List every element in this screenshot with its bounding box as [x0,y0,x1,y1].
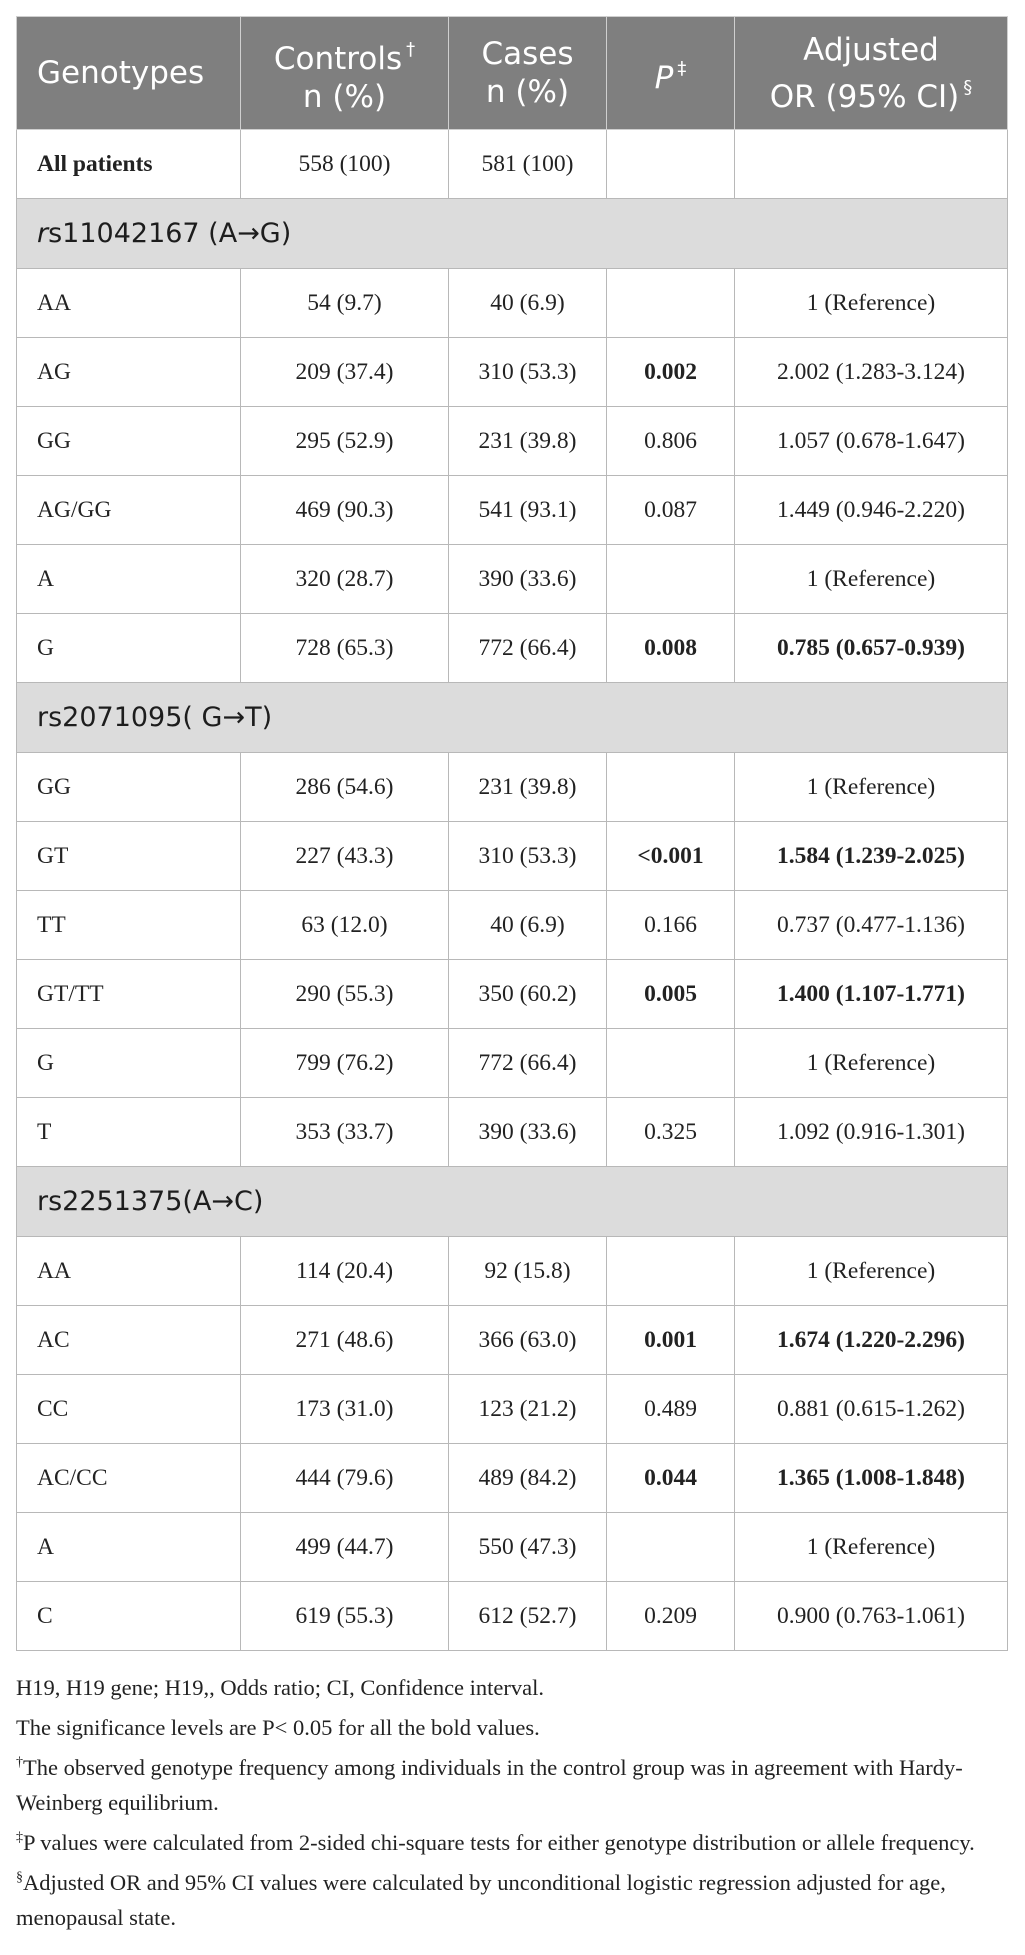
table-row [17,1513,1008,1582]
header-cases-title: Cases [481,36,574,72]
cell-controls: 320 (28.7) [241,545,449,614]
section-title-italic: r [37,218,49,249]
cell-odds-ratio: 1 (Reference) [735,753,1008,822]
cell-p-value: 0.806 [607,407,735,476]
cell-p-value [607,753,735,822]
cell-p-value [607,1513,735,1582]
cell-cases: 92 (15.8) [449,1237,607,1306]
cell-controls: 499 (44.7) [241,1513,449,1582]
cell-genotype: GG [17,407,241,476]
cell-odds-ratio: 1 (Reference) [735,545,1008,614]
cell-p-value: 0.489 [607,1375,735,1444]
section-title-text: rs2071095( G→T) [37,702,273,733]
table-row [17,1098,1008,1167]
cell-p-value: 0.008 [607,614,735,683]
footnote-text: Adjusted OR and 95% CI values were calculated by unconditional logistic regression adjusted for age, menopausal state. [16,1870,946,1930]
cell-genotype: TT [17,891,241,960]
cell-genotype: G [17,614,241,683]
header-row [17,17,1008,130]
section-header-row [17,1167,1008,1237]
p-footnote-marker: ‡ [677,57,687,79]
section-title-text: s11042167 (A→G) [48,218,292,249]
header-or-title: Adjusted [803,31,939,68]
cell-genotype: CC [17,1375,241,1444]
cell-odds-ratio: 1 (Reference) [735,269,1008,338]
cell-odds-ratio: 0.900 (0.763-1.061) [735,1582,1008,1651]
cell-genotype: AG [17,338,241,407]
cell-cases: 350 (60.2) [449,960,607,1029]
cell-p-value: 0.005 [607,960,735,1029]
header-cases [449,17,607,130]
cell-cases: 772 (66.4) [449,1029,607,1098]
cell-p-value: 0.166 [607,891,735,960]
cell-cases: 390 (33.6) [449,545,607,614]
cell-odds-ratio: 1 (Reference) [735,1513,1008,1582]
header-p [607,17,735,130]
table-row [17,338,1008,407]
header-controls [241,17,449,130]
table-row [17,753,1008,822]
cell-odds-ratio: 1 (Reference) [735,1237,1008,1306]
cell-genotype: G [17,1029,241,1098]
table-footnotes [16,1665,1007,1935]
cell-genotype: GT/TT [17,960,241,1029]
cell-controls: 54 (9.7) [241,269,449,338]
footnote [16,1705,1007,1745]
cell-controls: 353 (33.7) [241,1098,449,1167]
cell-odds-ratio: 0.737 (0.477-1.136) [735,891,1008,960]
cell-genotype: AG/GG [17,476,241,545]
cell-cases: 123 (21.2) [449,1375,607,1444]
footnote-text: P values were calculated from 2-sided chi-square tests for either genotype distribution or allele frequency. [23,1830,975,1855]
cell-controls: 286 (54.6) [241,753,449,822]
table-row [17,1237,1008,1306]
table-row [17,891,1008,960]
table-row [17,1444,1008,1513]
cell-odds-ratio: 1.365 (1.008-1.848) [735,1444,1008,1513]
cell-cases: 772 (66.4) [449,614,607,683]
footnote-marker: § [16,1870,23,1885]
all-patients-or [735,130,1008,199]
footnote-text: The observed genotype frequency among individuals in the control group was in agreement with Hardy-Weinberg equilibrium. [16,1755,963,1815]
cell-cases: 612 (52.7) [449,1582,607,1651]
cell-p-value [607,545,735,614]
table-row [17,1029,1008,1098]
cell-genotype: AC/CC [17,1444,241,1513]
genotype-table [16,16,1008,1651]
cell-controls: 290 (55.3) [241,960,449,1029]
cell-odds-ratio: 1 (Reference) [735,1029,1008,1098]
table-row [17,269,1008,338]
cell-cases: 310 (53.3) [449,338,607,407]
table-row [17,1306,1008,1375]
header-controls-unit: n (%) [302,78,387,115]
table-row [17,545,1008,614]
cell-p-value [607,1237,735,1306]
all-patients-cases: 581 (100) [449,130,607,199]
section-title-text: rs2251375(A→C) [37,1186,264,1217]
cell-genotype: A [17,1513,241,1582]
cell-controls: 271 (48.6) [241,1306,449,1375]
cell-genotype: T [17,1098,241,1167]
cell-odds-ratio: 0.785 (0.657-0.939) [735,614,1008,683]
cell-p-value: 0.002 [607,338,735,407]
cell-controls: 173 (31.0) [241,1375,449,1444]
cell-controls: 469 (90.3) [241,476,449,545]
header-controls-title: Controls [273,40,403,77]
cell-genotype: GG [17,753,241,822]
cell-controls: 63 (12.0) [241,891,449,960]
cell-genotype: A [17,545,241,614]
cell-cases: 310 (53.3) [449,822,607,891]
header-p-title: P [654,59,674,96]
cell-p-value: 0.325 [607,1098,735,1167]
table-row [17,960,1008,1029]
cell-genotype: AC [17,1306,241,1375]
cell-odds-ratio: 1.400 (1.107-1.771) [735,960,1008,1029]
section-title [17,683,1008,753]
cell-p-value: 0.087 [607,476,735,545]
section-header-row [17,683,1008,753]
header-genotypes: Genotypes [17,17,241,130]
cell-controls: 114 (20.4) [241,1237,449,1306]
table-row [17,476,1008,545]
cell-odds-ratio: 1.057 (0.678-1.647) [735,407,1008,476]
footnote [16,1860,1007,1935]
header-or-subtitle: OR (95% CI) [769,78,960,115]
footnote [16,1820,1007,1860]
cell-p-value: <0.001 [607,822,735,891]
cell-controls: 295 (52.9) [241,407,449,476]
footnote-text: The significance levels are P< 0.05 for all the bold values. [16,1715,540,1740]
table-row [17,1375,1008,1444]
footnote [16,1745,1007,1820]
controls-footnote-marker: † [406,38,416,60]
all-patients-controls: 558 (100) [241,130,449,199]
cell-odds-ratio: 1.092 (0.916-1.301) [735,1098,1008,1167]
cell-p-value: 0.001 [607,1306,735,1375]
section-header-row [17,199,1008,269]
footnote-marker: ‡ [16,1830,23,1845]
cell-odds-ratio: 1.449 (0.946-2.220) [735,476,1008,545]
cell-cases: 40 (6.9) [449,891,607,960]
footnote-text: H19, H19 gene; H19,, Odds ratio; CI, Confidence interval. [16,1675,545,1700]
cell-cases: 231 (39.8) [449,753,607,822]
table-row [17,407,1008,476]
cell-controls: 619 (55.3) [241,1582,449,1651]
header-cases-unit: n (%) [485,74,570,110]
cell-genotype: AA [17,269,241,338]
cell-odds-ratio: 2.002 (1.283-3.124) [735,338,1008,407]
table-row [17,822,1008,891]
cell-cases: 541 (93.1) [449,476,607,545]
cell-cases: 231 (39.8) [449,407,607,476]
or-footnote-marker: § [963,76,973,98]
table-row [17,1582,1008,1651]
cell-controls: 209 (37.4) [241,338,449,407]
header-or [735,17,1008,130]
all-patients-p [607,130,735,199]
cell-genotype: AA [17,1237,241,1306]
cell-cases: 550 (47.3) [449,1513,607,1582]
cell-controls: 227 (43.3) [241,822,449,891]
cell-odds-ratio: 1.584 (1.239-2.025) [735,822,1008,891]
cell-genotype: C [17,1582,241,1651]
table-container [16,16,1007,1935]
section-title [17,1167,1008,1237]
all-patients-label: All patients [17,130,241,199]
cell-cases: 390 (33.6) [449,1098,607,1167]
footnote-marker: † [16,1755,23,1770]
cell-p-value: 0.044 [607,1444,735,1513]
all-patients-row [17,130,1008,199]
cell-cases: 366 (63.0) [449,1306,607,1375]
section-title [17,199,1008,269]
footnote [16,1665,1007,1705]
cell-p-value: 0.209 [607,1582,735,1651]
cell-cases: 40 (6.9) [449,269,607,338]
cell-genotype: GT [17,822,241,891]
cell-odds-ratio: 1.674 (1.220-2.296) [735,1306,1008,1375]
cell-cases: 489 (84.2) [449,1444,607,1513]
table-row [17,614,1008,683]
cell-p-value [607,269,735,338]
cell-p-value [607,1029,735,1098]
cell-controls: 728 (65.3) [241,614,449,683]
cell-odds-ratio: 0.881 (0.615-1.262) [735,1375,1008,1444]
cell-controls: 799 (76.2) [241,1029,449,1098]
cell-controls: 444 (79.6) [241,1444,449,1513]
